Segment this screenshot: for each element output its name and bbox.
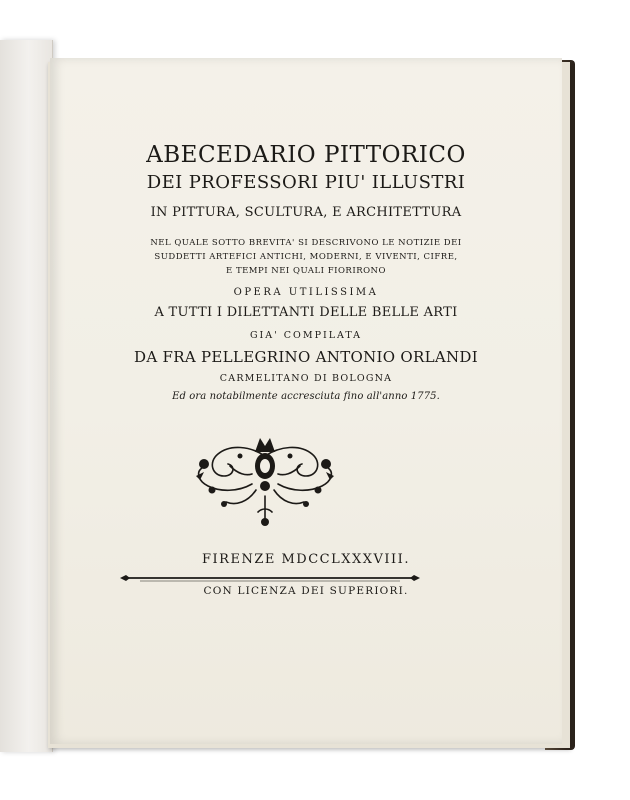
opera-line: OPERA UTILISSIMA	[233, 287, 379, 298]
dedication-line: A TUTTI I DILETTANTI DELLE BELLE ARTI	[154, 305, 458, 320]
description-line-2: SUDDETTI ARTEFICI ANTICHI, MODERNI, E VIVENTI, CIFRE,	[154, 252, 458, 262]
compiled-line: GIA' COMPILATA	[249, 330, 363, 341]
floral-vignette-icon	[190, 426, 340, 528]
subtitle-line-2: IN PITTURA, SCULTURA, E ARCHITETTURA	[150, 205, 462, 220]
subtitle-line-1: DEI PROFESSORI PIU' ILLUSTRI	[146, 172, 466, 193]
description-line-1: NEL QUALE SOTTO BREVITA' SI DESCRIVONO LE NOTIZIE DEI	[150, 238, 462, 248]
imprint-line: FIRENZE MDCCLXXXVIII.	[202, 552, 410, 567]
book-title: ABECEDARIO PITTORICO	[146, 142, 466, 168]
author-line: DA FRA PELLEGRINO ANTONIO ORLANDI	[134, 348, 478, 366]
order-line: CARMELITANO DI BOLOGNA	[219, 373, 393, 384]
edition-line: Ed ora notabilmente accresciuta fino all'anno 1775.	[172, 391, 440, 402]
licence-line: CON LICENZA DEI SUPERIORI.	[203, 585, 409, 597]
description-line-3: E TEMPI NEI QUALI FIORIRONO	[226, 266, 386, 276]
title-page	[50, 58, 562, 744]
decorative-rule	[120, 573, 420, 583]
front-cover-board	[0, 40, 53, 752]
